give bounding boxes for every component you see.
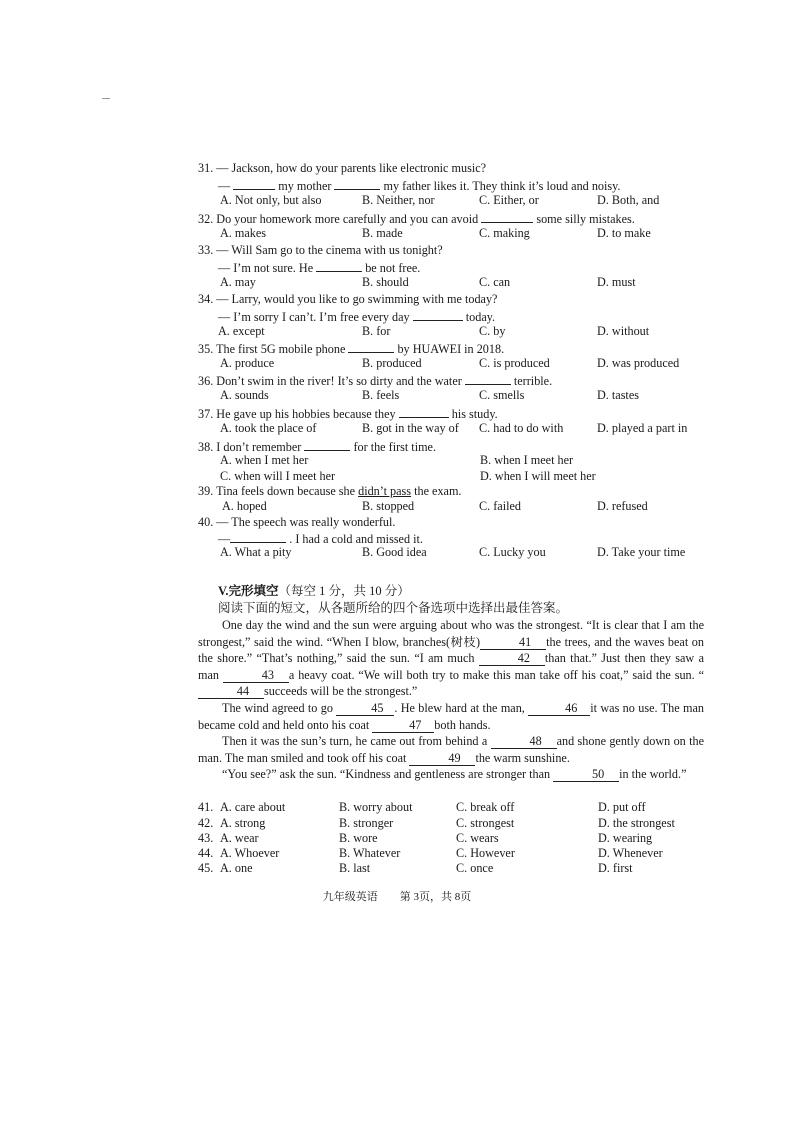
option-a[interactable]: A. strong bbox=[220, 816, 266, 830]
option-d[interactable]: D. first bbox=[598, 861, 633, 875]
answer-blank[interactable] bbox=[399, 404, 449, 418]
answer-blank[interactable] bbox=[230, 529, 286, 543]
question-38-options-row2 bbox=[0, 468, 794, 484]
section-instruction: 阅读下面的短文，从各题所给的四个备选项中选择出最佳答案。 bbox=[218, 601, 569, 615]
option-b[interactable]: B. Whatever bbox=[339, 846, 401, 860]
question-34-line2: — I’m sorry I can’t. I’m free every day today. bbox=[218, 307, 495, 325]
option-b[interactable]: B. produced bbox=[362, 356, 422, 370]
option-d[interactable]: D. Take your time bbox=[597, 545, 686, 559]
answer-blank[interactable] bbox=[413, 307, 463, 321]
option-c[interactable]: C. failed bbox=[479, 499, 521, 513]
cloze-blank-42[interactable]: 42 bbox=[479, 652, 545, 666]
option-b[interactable]: B. Neither, nor bbox=[362, 193, 435, 207]
option-d[interactable]: D. played a part in bbox=[597, 421, 688, 435]
option-d[interactable]: D. put off bbox=[598, 800, 646, 814]
question-40: 40. — The speech was really wonderful. bbox=[198, 515, 396, 529]
cloze-blank-48[interactable]: 48 bbox=[491, 735, 557, 749]
option-d[interactable]: D. was produced bbox=[597, 356, 680, 370]
option-d[interactable]: D. when I will meet her bbox=[480, 469, 596, 483]
option-c[interactable]: C. can bbox=[479, 275, 511, 289]
option-c[interactable]: C. smells bbox=[479, 388, 525, 402]
cloze-blank-50[interactable]: 50 bbox=[553, 768, 619, 782]
option-b[interactable]: B. should bbox=[362, 275, 409, 289]
passage-paragraph-2: The wind agreed to go 45 . He blew hard at the man, 46 it was no use. The man became cold and held onto his coat 47 both hands. bbox=[198, 700, 704, 732]
option-c[interactable]: C. once bbox=[456, 861, 494, 875]
question-32-options bbox=[0, 225, 794, 241]
option-d[interactable]: D. tastes bbox=[597, 388, 639, 402]
question-31-line2: — my mother my father likes it. They think it’s loud and noisy. bbox=[218, 176, 620, 194]
option-b[interactable]: B. last bbox=[339, 861, 371, 875]
cloze-passage bbox=[198, 617, 704, 783]
answer-blank[interactable] bbox=[316, 258, 362, 272]
option-a[interactable]: A. What a pity bbox=[220, 545, 292, 559]
option-d[interactable]: D. the strongest bbox=[598, 816, 675, 830]
cloze-blank-45[interactable]: 45 bbox=[336, 702, 394, 716]
option-a[interactable]: A. care about bbox=[220, 800, 286, 814]
section-heading: V.完形填空（每空 1 分，共 10 分） bbox=[218, 584, 410, 598]
option-b[interactable]: B. Good idea bbox=[362, 545, 427, 559]
option-c[interactable]: C. strongest bbox=[456, 816, 515, 830]
cloze-options-45: 45. A. one B. last C. once D. first bbox=[198, 861, 633, 875]
option-c[interactable]: C. had to do with bbox=[479, 421, 564, 435]
cloze-options-43: 43. A. wear B. wore C. wears D. wearing bbox=[198, 831, 653, 845]
option-b[interactable]: B. got in the way of bbox=[362, 421, 459, 435]
question-34: 34. — Larry, would you like to go swimming with me today? bbox=[198, 292, 498, 306]
question-31: 31. — Jackson, how do your parents like electronic music? bbox=[198, 161, 487, 175]
scan-mark bbox=[102, 98, 110, 99]
option-a[interactable]: A. one bbox=[220, 861, 253, 875]
option-c[interactable]: C. is produced bbox=[479, 356, 550, 370]
question-38-options-row1 bbox=[0, 452, 794, 468]
option-b[interactable]: B. stronger bbox=[339, 816, 394, 830]
answer-blank[interactable] bbox=[304, 437, 350, 451]
question-31-options bbox=[0, 192, 794, 208]
option-c[interactable]: C. wears bbox=[456, 831, 499, 845]
answer-blank[interactable] bbox=[348, 339, 394, 353]
option-a[interactable]: A. hoped bbox=[222, 499, 267, 513]
option-a[interactable]: A. sounds bbox=[220, 388, 269, 402]
question-35-options bbox=[0, 355, 794, 371]
question-40-line2: — . I had a cold and missed it. bbox=[218, 529, 423, 547]
option-a[interactable]: A. may bbox=[220, 275, 256, 289]
option-d[interactable]: D. refused bbox=[597, 499, 648, 513]
option-d[interactable]: D. wearing bbox=[598, 831, 653, 845]
option-c[interactable]: C. break off bbox=[456, 800, 515, 814]
option-c[interactable]: C. However bbox=[456, 846, 515, 860]
question-35: 35. The first 5G mobile phone by HUAWEI in 2018. bbox=[198, 339, 504, 357]
option-c[interactable]: C. Lucky you bbox=[479, 545, 546, 559]
cloze-blank-44[interactable]: 44 bbox=[198, 685, 264, 699]
option-a[interactable]: A. Not only, but also bbox=[220, 193, 322, 207]
passage-paragraph-1: One day the wind and the sun were arguing about who was the strongest. “It is clear that I am the strongest,” said the wind. “When I blow, branches(树枝) 41 the trees, and the waves beat on the shore.” “That’s nothing,” said the sun. “I am much 42 than that.” Just then they saw a man 43 a heavy coat. “We will both try to make this man take off his coat,” said the sun. “44 succeeds will be the strongest.” bbox=[198, 618, 705, 699]
option-c[interactable]: C. Either, or bbox=[479, 193, 539, 207]
answer-blank[interactable] bbox=[465, 371, 511, 385]
option-a[interactable]: A. makes bbox=[220, 226, 267, 240]
cloze-blank-46[interactable]: 46 bbox=[528, 702, 590, 716]
answer-blank[interactable] bbox=[334, 176, 380, 190]
option-d[interactable]: D. Both, and bbox=[597, 193, 660, 207]
cloze-blank-43[interactable]: 43 bbox=[223, 669, 289, 683]
question-33-line2: — I’m not sure. He be not free. bbox=[218, 258, 420, 276]
option-b[interactable]: B. when I meet her bbox=[480, 453, 574, 467]
answer-blank[interactable] bbox=[481, 209, 533, 223]
question-37: 37. He gave up his hobbies because they his study. bbox=[198, 404, 498, 422]
question-36-options bbox=[0, 387, 794, 403]
question-40-options bbox=[0, 544, 794, 560]
answer-blank[interactable] bbox=[233, 176, 275, 190]
option-c[interactable]: C. by bbox=[479, 324, 506, 338]
option-a[interactable]: A. except bbox=[218, 324, 265, 338]
option-b[interactable]: B. made bbox=[362, 226, 403, 240]
cloze-blank-47[interactable]: 47 bbox=[372, 719, 434, 733]
option-a[interactable]: A. wear bbox=[220, 831, 259, 845]
option-a[interactable]: A. when I met her bbox=[220, 453, 309, 467]
option-d[interactable]: D. must bbox=[597, 275, 636, 289]
option-d[interactable]: D. without bbox=[597, 324, 650, 338]
question-33-options bbox=[0, 274, 794, 290]
option-c[interactable]: C. making bbox=[479, 226, 530, 240]
question-32: 32. Do your homework more carefully and you can avoid some silly mistakes. bbox=[198, 209, 635, 227]
option-b[interactable]: B. stopped bbox=[362, 499, 415, 513]
cloze-blank-41[interactable]: 41 bbox=[480, 636, 546, 650]
cloze-options-41: 41. A. care about B. worry about C. break off D. put off bbox=[198, 800, 646, 814]
question-39-options bbox=[0, 498, 794, 514]
question-37-options bbox=[0, 420, 794, 436]
cloze-blank-49[interactable]: 49 bbox=[409, 752, 475, 766]
cloze-options-44: 44. A. Whoever B. Whatever C. However D. Whenever bbox=[198, 846, 663, 860]
page-footer: 九年级英语 第 3页，共 8页 bbox=[322, 891, 472, 903]
option-a[interactable]: A. produce bbox=[220, 356, 275, 370]
option-b[interactable]: B. feels bbox=[362, 388, 400, 402]
passage-paragraph-4: “You see?” ask the sun. “Kindness and gentleness are stronger than 50 in the world.” bbox=[222, 767, 687, 782]
question-36: 36. Don’t swim in the river! It’s so dirty and the water terrible. bbox=[198, 371, 552, 389]
option-d[interactable]: D. Whenever bbox=[598, 846, 663, 860]
question-34-options bbox=[0, 323, 794, 339]
option-a[interactable]: A. took the place of bbox=[220, 421, 317, 435]
question-39: 39. Tina feels down because she didn’t pass the exam. bbox=[198, 484, 462, 498]
cloze-options-42: 42. A. strong B. stronger C. strongest D. the strongest bbox=[198, 816, 675, 830]
option-b[interactable]: B. wore bbox=[339, 831, 378, 845]
option-a[interactable]: A. Whoever bbox=[220, 846, 280, 860]
option-b[interactable]: B. for bbox=[362, 324, 391, 338]
option-d[interactable]: D. to make bbox=[597, 226, 651, 240]
question-38: 38. I don’t remember for the first time. bbox=[198, 437, 436, 455]
question-33: 33. — Will Sam go to the cinema with us tonight? bbox=[198, 243, 443, 257]
option-c[interactable]: C. when will I meet her bbox=[220, 469, 336, 483]
option-b[interactable]: B. worry about bbox=[339, 800, 413, 814]
passage-paragraph-3: Then it was the sun’s turn, he came out from behind a 48 and shone gently down on the man. The man smiled and took off his coat 49 the warm sunshine. bbox=[198, 734, 704, 765]
